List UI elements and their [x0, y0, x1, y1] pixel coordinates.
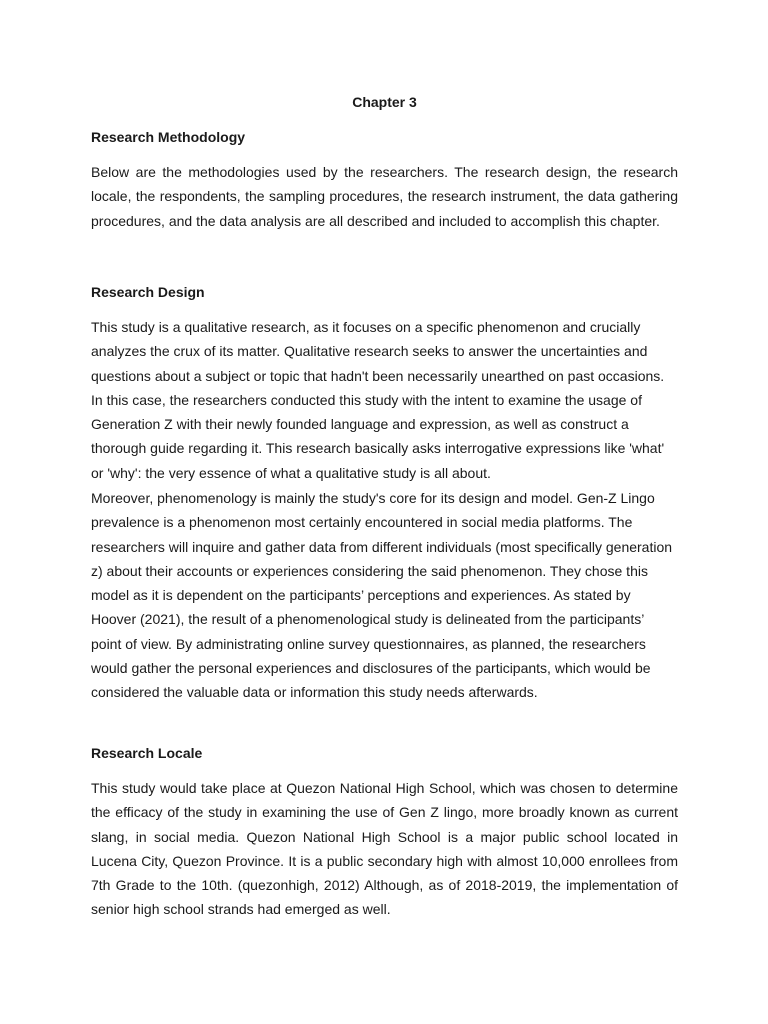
paragraph-research-design-2: Moreover, phenomenology is mainly the study's core for its design and model. Gen-Z Lingo prevalence is a phenomenon most certainly encountered in social media platforms. The researchers will inquire and gather data from different individuals (most specifically generation z) about their accounts or experiences considering the said phenomenon. They chose this model as it is dependent on the participants’ perceptions and experiences. As stated by Hoover (2021), the result of a phenomenological study is delineated from the participants’ point of view. By administrating online survey questionnaires, as planned, the researchers would gather the personal experiences and disclosures of the participants, which would be considered the valuable data or information this study needs afterwards. — [91, 490, 673, 701]
heading-research-design: Research Design — [91, 284, 205, 300]
document-page — [91, 0, 678, 1024]
paragraph-research-methodology: Below are the methodologies used by the researchers. The research design, the research locale, the respondents, the sampling procedures, the research instrument, the data gathering procedures, and the data analysis are all described and included to accomplish this chapter. — [91, 164, 678, 229]
paragraph-research-locale: This study would take place at Quezon National High School, which was chosen to determine the efficacy of the study in examining the use of Gen Z lingo, more broadly known as current slang, in social media. Quezon National High School is a major public school located in Lucena City, Quezon Province. It is a public secondary high with almost 10,000 enrollees from 7th Grade to the 10th. (quezonhigh, 2012) Although, as of 2018-2019, the implementation of senior high school strands had emerged as well. — [91, 780, 678, 918]
chapter-title: Chapter 3 — [352, 94, 417, 110]
heading-research-methodology: Research Methodology — [91, 129, 246, 145]
paragraph-research-design-1: This study is a qualitative research, as it focuses on a specific phenomenon and crucially analyzes the crux of its matter. Qualitative research seeks to answer the uncertainties and questions about a subject or topic that hadn't been necessarily unearthed on past occasions. In this case, the researchers conducted this study with the intent to examine the usage of Generation Z with their newly founded language and expression, as well as construct a thorough guide regarding it. This research basically asks interrogative expressions like 'what' or 'why': the very essence of what a qualitative study is all about. — [91, 319, 665, 481]
heading-research-locale: Research Locale — [91, 745, 203, 761]
